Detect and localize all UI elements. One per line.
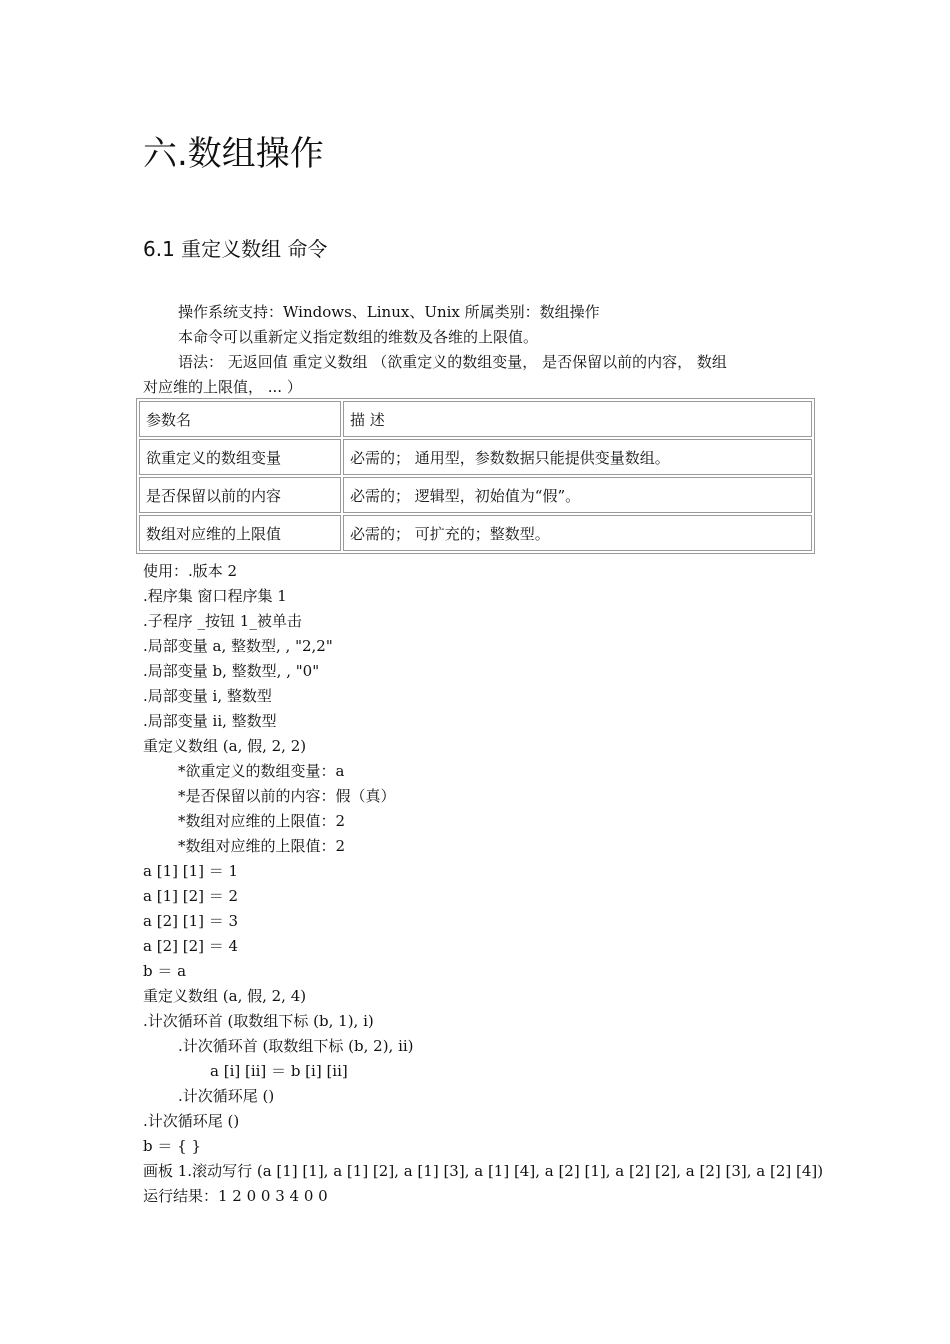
description-line: 本命令可以重新定义指定数组的维数及各维的上限值。 bbox=[178, 328, 539, 346]
code-line: a [i] [ii] ＝ b [i] [ii] bbox=[210, 1062, 348, 1080]
table-cell: 欲重定义的数组变量 bbox=[139, 439, 341, 475]
code-line: .计次循环首 (取数组下标 (b, 2), ii) bbox=[178, 1037, 414, 1055]
code-line: 画板 1.滚动写行 (a [1] [1], a [1] [2], a [1] [3], a [1] [4], a [2] [1], a [2] [2], a [2] [3], a [2] [4]) bbox=[143, 1162, 824, 1180]
table-header-cell: 参数名 bbox=[139, 401, 341, 437]
code-line: .局部变量 b, 整数型, , "0" bbox=[143, 662, 320, 680]
os-support-line: 操作系统支持：Windows、Linux、Unix 所属类别：数组操作 bbox=[178, 303, 600, 321]
code-line: .计次循环首 (取数组下标 (b, 1), i) bbox=[143, 1012, 374, 1030]
table-header-cell: 描 述 bbox=[343, 401, 812, 437]
chapter-title: 六.数组操作 bbox=[143, 134, 324, 174]
code-line: b ＝ { } bbox=[143, 1137, 201, 1155]
code-line: a [2] [2] ＝ 4 bbox=[143, 937, 239, 955]
code-line: .计次循环尾 () bbox=[143, 1112, 240, 1130]
code-line: 使用：.版本 2 bbox=[143, 562, 238, 580]
table-row bbox=[139, 515, 812, 551]
code-line: .局部变量 ii, 整数型 bbox=[143, 712, 277, 730]
run-result-line: 运行结果：1 2 0 0 3 4 0 0 bbox=[143, 1187, 328, 1205]
section-title: 6.1 重定义数组 命令 bbox=[143, 237, 328, 261]
code-comment-line: *欲重定义的数组变量：a bbox=[178, 762, 345, 780]
code-line: .计次循环尾 () bbox=[178, 1087, 275, 1105]
code-line: .子程序 _按钮 1_被单击 bbox=[143, 612, 302, 630]
code-line: a [1] [1] ＝ 1 bbox=[143, 862, 239, 880]
code-line: .程序集 窗口程序集 1 bbox=[143, 587, 287, 605]
syntax-line-continued: 对应维的上限值， ... ） bbox=[143, 378, 302, 396]
syntax-line: 语法： 无返回值 重定义数组 （欲重定义的数组变量， 是否保留以前的内容， 数组 bbox=[178, 353, 727, 371]
table-cell: 是否保留以前的内容 bbox=[139, 477, 341, 513]
table-cell: 必需的； 逻辑型，初始值为“假”。 bbox=[343, 477, 812, 513]
code-line: a [1] [2] ＝ 2 bbox=[143, 887, 239, 905]
parameter-table bbox=[136, 398, 815, 554]
table-row bbox=[139, 477, 812, 513]
table-header-row bbox=[139, 401, 812, 437]
table-cell: 必需的； 可扩充的；整数型。 bbox=[343, 515, 812, 551]
code-line: 重定义数组 (a, 假, 2, 4) bbox=[143, 987, 307, 1005]
code-line: .局部变量 i, 整数型 bbox=[143, 687, 272, 705]
table-cell: 数组对应维的上限值 bbox=[139, 515, 341, 551]
table-row bbox=[139, 439, 812, 475]
code-comment-line: *数组对应维的上限值：2 bbox=[178, 837, 346, 855]
code-line: b ＝ a bbox=[143, 962, 187, 980]
code-line: a [2] [1] ＝ 3 bbox=[143, 912, 239, 930]
code-line: 重定义数组 (a, 假, 2, 2) bbox=[143, 737, 307, 755]
code-line: .局部变量 a, 整数型, , "2,2" bbox=[143, 637, 333, 655]
code-comment-line: *数组对应维的上限值：2 bbox=[178, 812, 346, 830]
code-comment-line: *是否保留以前的内容：假（真） bbox=[178, 787, 396, 805]
table-cell: 必需的； 通用型，参数数据只能提供变量数组。 bbox=[343, 439, 812, 475]
